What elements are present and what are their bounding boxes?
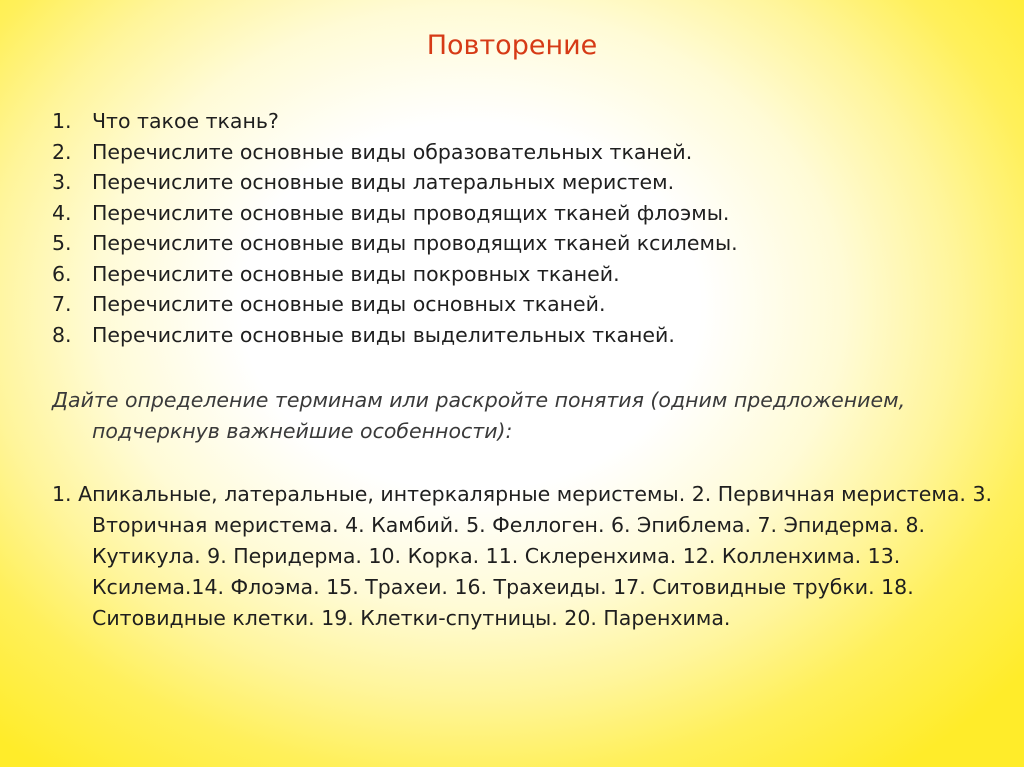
item-text: Перечислите основные виды образовательных тканей. bbox=[92, 139, 693, 164]
question-list bbox=[52, 106, 738, 350]
item-text: Перечислите основные виды выделительных тканей. bbox=[92, 322, 675, 347]
list-item bbox=[52, 228, 738, 259]
item-number: 4. bbox=[52, 200, 72, 225]
item-number: 1. bbox=[52, 109, 72, 133]
item-number: 2. bbox=[52, 139, 72, 164]
list-item bbox=[52, 320, 738, 351]
instruction-text: Дайте определение терминам или раскройте понятия (одним предложением, подчеркнув важнейшие особенности): bbox=[52, 388, 906, 443]
slide-title: Повторение bbox=[426, 30, 598, 61]
item-number: 6. bbox=[52, 261, 72, 286]
item-text: Перечислите основные виды проводящих тканей ксилемы. bbox=[92, 231, 738, 255]
item-number: 8. bbox=[52, 322, 72, 347]
item-number: 5. bbox=[52, 231, 72, 255]
item-number: 3. bbox=[52, 170, 72, 194]
item-number: 7. bbox=[52, 292, 72, 316]
item-text: Перечислите основные виды основных тканей. bbox=[92, 292, 606, 316]
list-item bbox=[52, 198, 738, 229]
terms-paragraph: 1. Апикальные, латеральные, интеркалярные меристемы. 2. Первичная меристема. 3. Вторичная меристема. 4. Камбий. 5. Феллоген. 6. Эпиблема. 7. Эпидерма. 8. Кутикула. 9. Перидерма. 10. Корка. 11. Склеренхима. 12. Колленхима. 13. Ксилема.14. Флоэма. 15. Трахеи. 16. Трахеиды. 17. Ситовидные трубки. 18. Ситовидные клетки. 19. Клетки-спутницы. 20. Паренхима. bbox=[52, 482, 993, 630]
list-item bbox=[52, 106, 738, 137]
item-text: Перечислите основные виды проводящих тканей флоэмы. bbox=[92, 200, 730, 225]
list-item bbox=[52, 259, 738, 290]
list-item bbox=[52, 167, 738, 198]
item-text: Что такое ткань? bbox=[92, 109, 279, 133]
item-text: Перечислите основные виды покровных тканей. bbox=[92, 261, 620, 286]
list-item bbox=[52, 137, 738, 168]
list-item bbox=[52, 289, 738, 320]
item-text: Перечислите основные виды латеральных меристем. bbox=[92, 170, 675, 194]
